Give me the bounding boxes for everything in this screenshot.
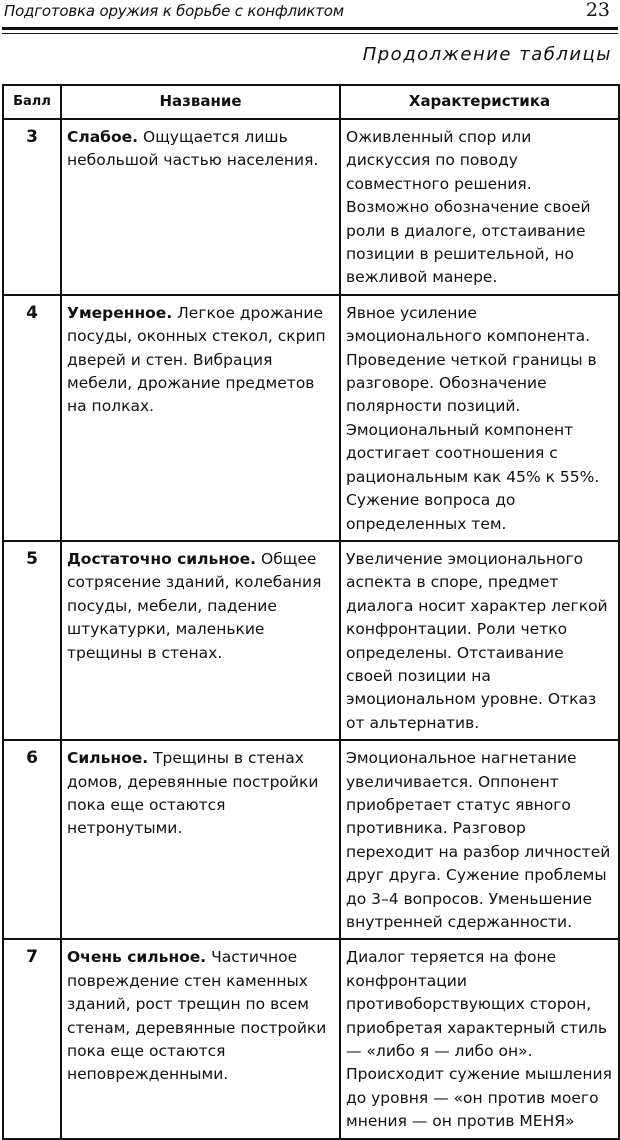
- running-header: [4, 0, 614, 24]
- name-cell: [61, 541, 340, 740]
- table-row: [3, 295, 619, 541]
- intensity-name: Умеренное.: [67, 303, 173, 322]
- intensity-table: [2, 84, 620, 1140]
- intensity-description: Трещины в стенах домов, деревянные постройки пока еще остаются нетронутыми.: [67, 749, 319, 838]
- characteristic-cell: Увеличение эмоционального аспекта в споре, предмет диалога носит характер легкой конфронтации. Роли четко определены. Отстаивание своей позиции на эмоциональном уровне. Отказ от альтернатив.: [340, 541, 619, 740]
- table-row: [3, 119, 619, 295]
- intensity-name: Достаточно сильное.: [67, 549, 257, 568]
- running-title: Подготовка оружия к борьбе с конфликтом: [4, 2, 344, 20]
- page-number: 23: [585, 0, 610, 21]
- intensity-description: Частичное повреждение стен каменных зданий, рост трещин по всем стенам, деревянные постройки пока еще остаются неповрежденными.: [67, 948, 327, 1084]
- name-cell: [61, 939, 340, 1138]
- characteristic-cell: Диалог теряется на фоне конфронтации противоборствующих сторон, приобретая характерный стиль — «либо я — либо он». Происходит сужение мышления до уровня — «он против моего мнения — он против МЕНЯ»: [340, 939, 619, 1138]
- header-name: Название: [61, 85, 340, 119]
- characteristic-cell: Оживленный спор или дискуссия по поводу совместного решения. Возможно обозначение своей роли в диалоге, отстаивание позиции в решительной, но вежливой манере.: [340, 119, 619, 295]
- score-cell: 3: [3, 119, 61, 295]
- intensity-name: Сильное.: [67, 749, 149, 768]
- score-cell: 4: [3, 295, 61, 541]
- name-cell: [61, 295, 340, 541]
- header-score: Балл: [3, 85, 61, 119]
- name-cell: [61, 740, 340, 939]
- table-row: [3, 740, 619, 939]
- score-cell: 5: [3, 541, 61, 740]
- table-row: [3, 541, 619, 740]
- table-row: [3, 939, 619, 1138]
- intensity-description: Ощущается лишь небольшой частью населения.: [67, 128, 319, 170]
- header-characteristic: Характеристика: [340, 85, 619, 119]
- score-cell: 6: [3, 740, 61, 939]
- header-rule-thick: [2, 27, 618, 30]
- intensity-name: Слабое.: [67, 128, 139, 146]
- name-cell: [61, 119, 340, 295]
- intensity-description: Общее сотрясение зданий, колебания посуды, мебели, падение штукатурки, маленькие трещины в стенах.: [67, 549, 322, 662]
- header-rule-thin: [2, 33, 618, 34]
- characteristic-cell: Явное усиление эмоционального компонента. Проведение четкой границы в разговоре. Обозначение полярности позиций. Эмоциональный компонент достигает соотношения с рациональным как 45% к 55%. Сужение вопроса до определенных тем.: [340, 295, 619, 541]
- table-header-row: [3, 85, 619, 119]
- continuation-label: Продолжение таблицы: [362, 44, 612, 65]
- characteristic-cell: Эмоциональное нагнетание увеличивается. Оппонент приобретает статус явного противника. Разговор переходит на разбор личностей друг друга. Сужение проблемы до 3–4 вопросов. Уменьшение внутренней сдержанности.: [340, 740, 619, 939]
- intensity-name: Очень сильное.: [67, 948, 207, 967]
- score-cell: 7: [3, 939, 61, 1138]
- intensity-description: Легкое дрожание посуды, оконных стекол, скрип дверей и стен. Вибрация мебели, дрожание предметов на полках.: [67, 303, 326, 416]
